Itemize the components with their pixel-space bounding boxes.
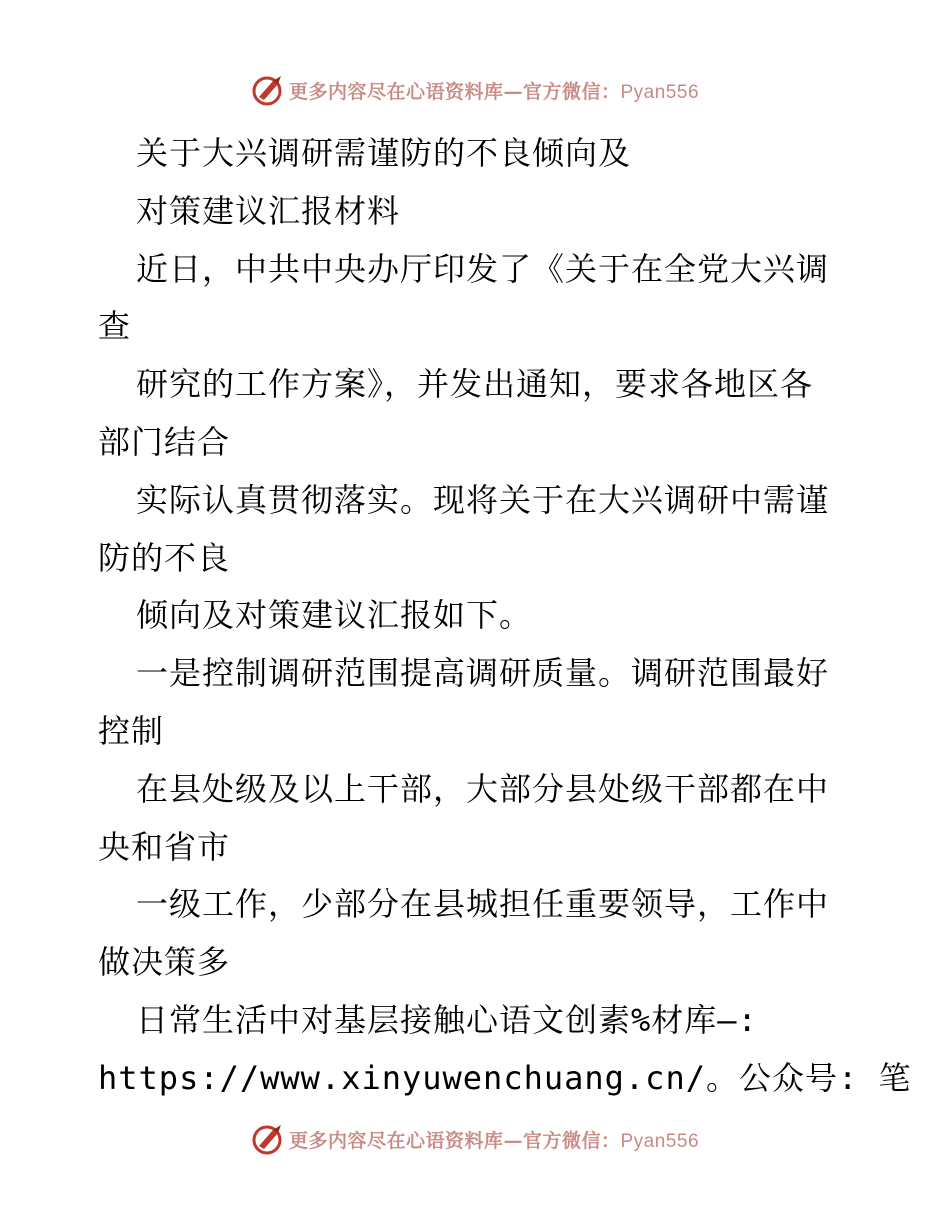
text-line: 在县处级及以上干部，大部分县处级干部都在中 [136,769,830,808]
text-line: 防的不良 [98,538,231,577]
wechat-id: Pyan556 [620,81,700,103]
text-line: 一是控制调研范围提高调研质量。调研范围最好 [136,654,830,693]
footer-banner [0,1119,950,1159]
text-line: 研究的工作方案》，并发出通知，要求各地区各 [136,365,814,404]
banner-text: 更多内容尽在心语资料库—官方微信：Pyan556 [288,80,700,103]
text-line: https://www.xinyuwenchuang.cn/。公众号: 笔 [98,1058,912,1097]
text-line: 查 [98,307,132,346]
banner-text: 更多内容尽在心语资料库—官方微信：Pyan556 [288,1129,700,1152]
text-line: 央和省市 [98,827,231,866]
header-banner [0,70,950,110]
pen-logo-icon [251,73,285,107]
text-line: 近日，中共中央办厅印发了《关于在全党大兴调 [136,249,830,288]
text-line: 做决策多 [98,943,231,982]
text-line: 日常生活中对基层接触心语文创素%材库—: [136,1000,758,1039]
document-body [98,125,912,1108]
text-line: 实际认真贯彻落实。现将关于在大兴调研中需谨 [136,480,830,519]
text-line: 关于大兴调研需谨防的不良倾向及 [136,134,632,172]
text-line: 部门结合 [98,422,231,461]
text-line: 倾向及对策建议汇报如下。 [136,596,533,635]
text-line: 控制 [98,711,165,750]
pen-logo-icon [251,1122,285,1156]
wechat-id: Pyan556 [620,1130,700,1152]
text-line: 一级工作，少部分在县城担任重要领导，工作中 [136,885,830,924]
text-line: 对策建议汇报材料 [136,191,401,230]
